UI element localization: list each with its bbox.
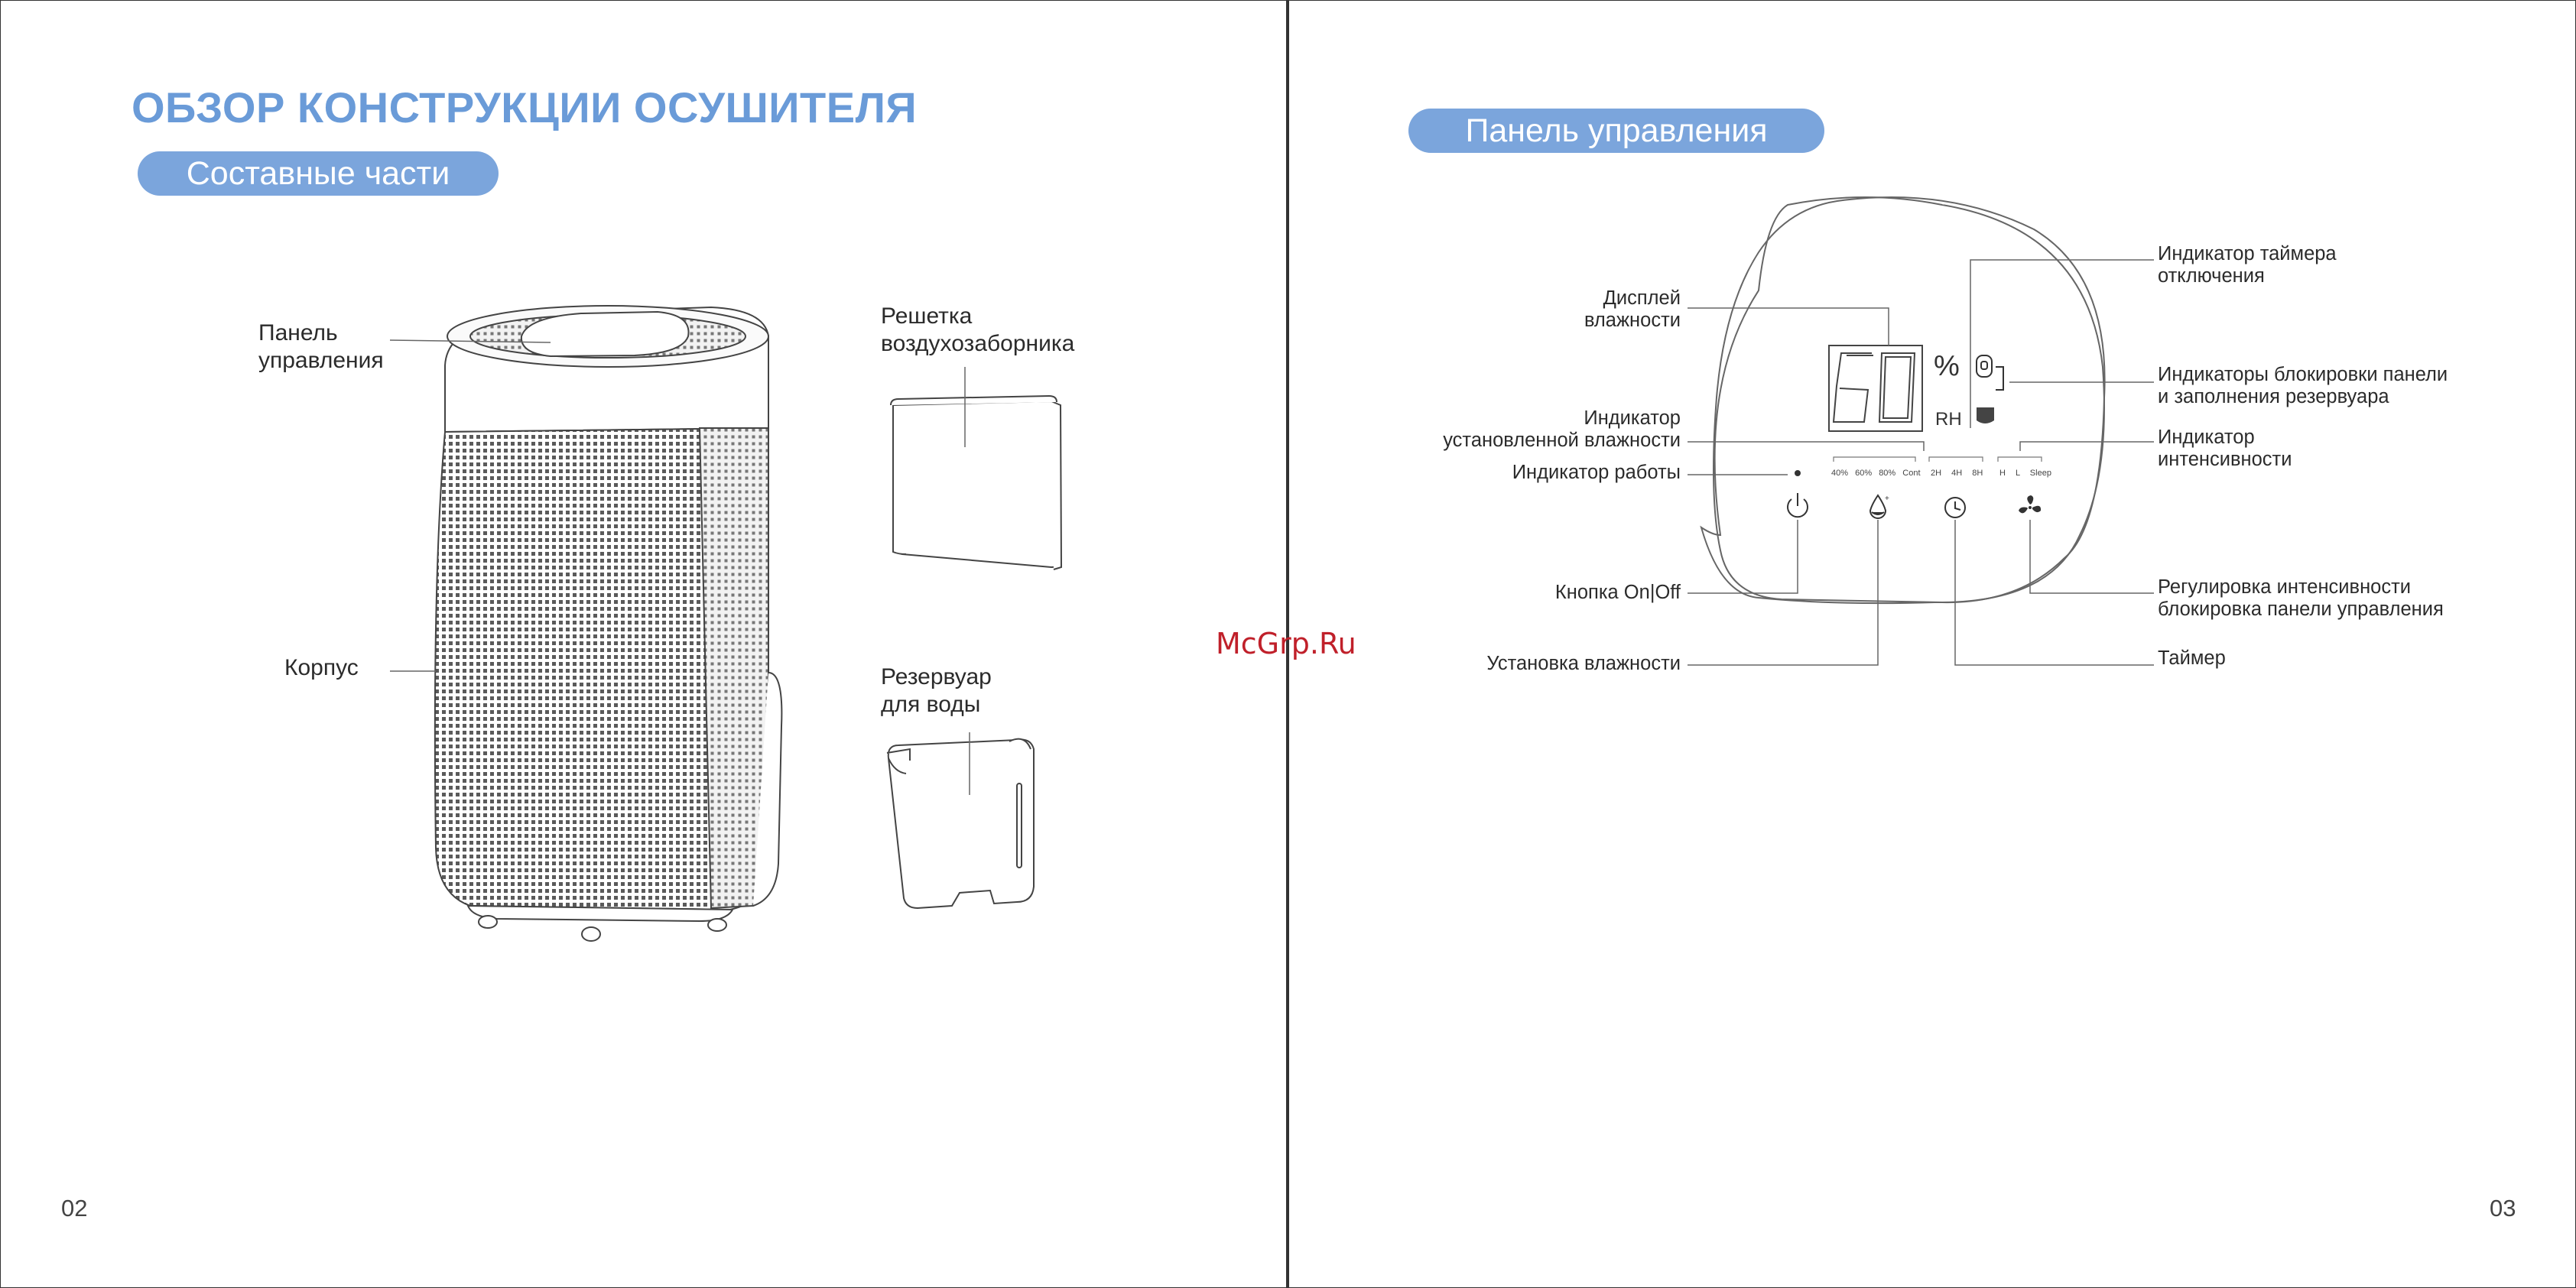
power-button-icon[interactable] [1788,493,1808,517]
indicator-brackets [1834,457,2042,462]
timer-option: 2H [1931,469,1942,478]
label-intensity-indicator: Индикатор интенсивности [2158,427,2292,470]
timer-options-text [1931,469,1983,478]
humidity-option: 80% [1879,469,1896,478]
section-pill-control-panel: Панель управления [1408,109,1824,153]
fan-option: Sleep [2029,469,2051,478]
lock-icon [1977,355,2003,390]
section-pill-components: Составные части [138,151,499,196]
humidity-digits-display [1829,346,1922,431]
label-control-panel: Панель управления [258,320,384,373]
page-number-right: 03 [2490,1195,2516,1221]
label-on-off-button: Кнопка On|Off [1554,582,1681,603]
fan-button-icon[interactable] [2019,495,2041,513]
humidity-option: 60% [1855,469,1873,478]
percent-symbol: % [1934,350,1960,382]
label-water-tank: Резервуар для воды [881,664,992,717]
water-tank-full-icon [1977,407,1994,423]
dehumidifier-illustration [435,306,782,941]
label-power-indicator: Индикатор работы [1512,462,1681,483]
power-indicator-dot [1795,470,1801,476]
page-number-left: 02 [61,1195,88,1221]
right-callout-lines [1688,260,2154,665]
label-humidity-display: Дисплей влажности [1584,287,1681,331]
label-lock-tank-indicators: Индикаторы блокировки панели и заполнения резервуара [2158,364,2448,407]
label-intensity-lock: Регулировка интенсивности блокировка панели управления [2158,576,2444,620]
svg-text:+: + [1885,495,1889,503]
timer-button-icon[interactable] [1945,498,1965,517]
rh-symbol: RH [1935,409,1962,430]
fan-options-text [1999,469,2051,478]
label-timer: Таймер [2158,647,2226,669]
label-humidity-setting: Установка влажности [1486,653,1681,674]
humidity-options-text [1831,469,1921,478]
label-body: Корпус [284,655,359,680]
fan-option: H [1999,469,2006,478]
humidity-option: 40% [1831,469,1849,478]
humidity-setting-button-icon[interactable] [1870,495,1889,518]
label-set-humidity-indicator: Индикатор установленной влажности [1443,407,1681,451]
water-tank-illustration [887,739,1034,908]
watermark: McGrp.Ru [1216,627,1356,660]
fan-option: L [2016,469,2020,478]
timer-option: 8H [1972,469,1983,478]
air-grille-illustration [891,396,1061,569]
timer-option: 4H [1951,469,1963,478]
humidity-option: Cont [1902,469,1921,478]
label-timer-off-indicator: Индикатор таймера отключения [2158,243,2337,287]
label-air-grille: Решетка воздухозаборника [881,303,1075,356]
page-title: ОБЗОР КОНСТРУКЦИИ ОСУШИТЕЛЯ [132,83,918,131]
